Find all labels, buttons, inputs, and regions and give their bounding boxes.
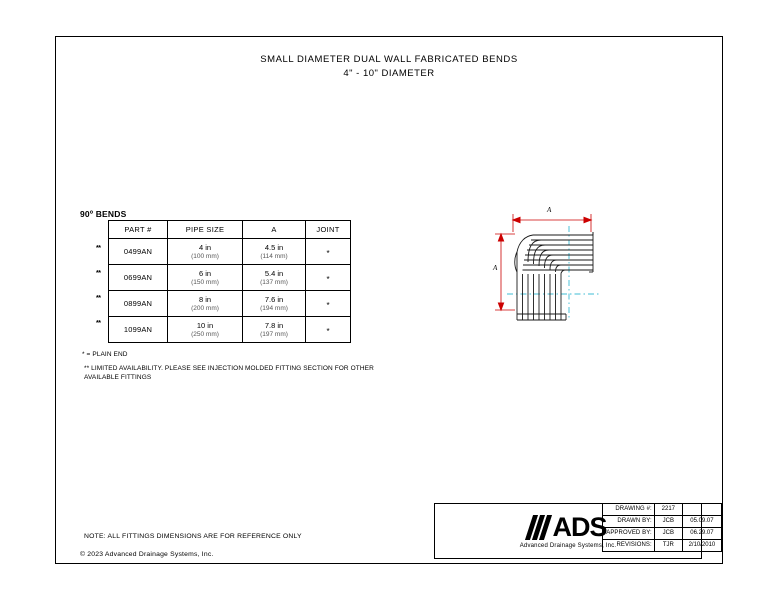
pipe-size-mm: (200 mm)	[191, 304, 219, 312]
bend-body	[515, 232, 593, 320]
cell-joint	[306, 317, 351, 343]
revision-value-1: JCB	[654, 528, 682, 540]
cell-part-number	[109, 265, 168, 291]
header-part: PART #	[109, 221, 168, 239]
logo-subtitle: Advanced Drainage Systems, Inc.	[519, 542, 617, 549]
pipe-size-in: 8 in	[198, 294, 212, 304]
revision-value-1: TJR	[654, 540, 682, 552]
part-number-value: 0899AN	[123, 299, 153, 308]
pipe-size-in: 10 in	[196, 320, 214, 330]
pipe-size-mm: (100 mm)	[191, 252, 219, 260]
dim-label-vertical: A	[493, 264, 498, 272]
title-line-1: SMALL DIAMETER DUAL WALL FABRICATED BENDS	[260, 54, 518, 65]
row-flag-2: **	[96, 270, 101, 277]
slash-icon	[529, 515, 550, 540]
dim-a-mm: (137 mm)	[260, 278, 288, 286]
cell-joint	[306, 239, 351, 265]
revision-label: REVISIONS:	[603, 540, 655, 552]
cell-part-number	[109, 317, 168, 343]
part-number-value: 1099AN	[123, 325, 153, 334]
revision-row	[603, 540, 722, 552]
footnote-plain-end: * = PLAIN END	[82, 351, 128, 358]
joint-value: *	[326, 300, 330, 310]
joint-value: *	[326, 326, 330, 336]
revision-row	[603, 528, 722, 540]
drawing-sheet	[55, 36, 723, 564]
dim-a-in: 5.4 in	[264, 268, 284, 278]
revision-value-1: JCB	[654, 516, 682, 528]
cell-dim-a	[243, 291, 306, 317]
cell-pipe-size	[168, 317, 243, 343]
row-flag-4: **	[96, 320, 101, 327]
joint-value: *	[326, 274, 330, 284]
pipe-size-in: 4 in	[198, 242, 212, 252]
logo-wrap	[529, 511, 607, 542]
header-pipe-size: PIPE SIZE	[168, 221, 243, 239]
row-flag-3: **	[96, 295, 101, 302]
fittings-spec-table	[108, 220, 351, 343]
dim-a-in: 7.6 in	[264, 294, 284, 304]
revision-label: APPROVED BY:	[603, 528, 655, 540]
dim-a-mm: (194 mm)	[260, 304, 288, 312]
pipe-size-mm: (150 mm)	[191, 278, 219, 286]
cell-dim-a	[243, 239, 306, 265]
footnote-limited-availability: ** LIMITED AVAILABILITY. PLEASE SEE INJECTION MOLDED FITTING SECTION FOR OTHER AVAILABLE FITTINGS	[84, 365, 374, 381]
cell-pipe-size	[168, 291, 243, 317]
dim-label-horizontal: A	[547, 206, 552, 214]
part-number-value: 0699AN	[123, 273, 153, 282]
row-flag-1: **	[96, 245, 101, 252]
revision-value-2: 06.29.07	[682, 528, 721, 540]
table-row	[109, 317, 351, 343]
header-joint: JOINT	[306, 221, 351, 239]
pipe-size-mm: (250 mm)	[191, 330, 219, 338]
header-a: A	[243, 221, 306, 239]
revision-row	[603, 516, 722, 528]
bend-drawing-svg	[481, 202, 671, 362]
dimension-vertical	[495, 234, 515, 310]
cell-part-number	[109, 239, 168, 265]
section-label-90-bends: 90º BENDS	[80, 209, 127, 219]
cell-part-number	[109, 291, 168, 317]
cell-pipe-size	[168, 265, 243, 291]
page-title	[56, 53, 722, 81]
table-row	[109, 291, 351, 317]
cell-dim-a	[243, 317, 306, 343]
revision-row	[603, 504, 722, 516]
dim-a-mm: (114 mm)	[260, 252, 288, 260]
copyright-notice: © 2023 Advanced Drainage Systems, Inc.	[80, 551, 214, 558]
revision-value-2: 2/10/2010	[682, 540, 721, 552]
dimension-horizontal	[513, 214, 591, 232]
joint-value: *	[326, 248, 330, 258]
pipe-size-in: 6 in	[198, 268, 212, 278]
cell-joint	[306, 265, 351, 291]
revision-label: DRAWN BY:	[603, 516, 655, 528]
dim-a-in: 7.8 in	[264, 320, 284, 330]
revision-value-2	[682, 504, 721, 516]
table-row	[109, 265, 351, 291]
revision-block	[602, 503, 722, 552]
revision-label: DRAWING #:	[603, 504, 655, 516]
logo-text: ADS	[552, 511, 607, 542]
note-reference-only: NOTE: ALL FITTINGS DIMENSIONS ARE FOR REFERENCE ONLY	[84, 533, 302, 540]
revision-value-1: 2217	[654, 504, 682, 516]
table-header-row	[109, 221, 351, 239]
part-number-value: 0499AN	[123, 247, 153, 256]
cell-joint	[306, 291, 351, 317]
revision-value-2: 05.09.07	[682, 516, 721, 528]
dim-a-mm: (197 mm)	[260, 330, 288, 338]
title-line-2: 4" - 10" DIAMETER	[343, 68, 435, 79]
fitting-drawing	[481, 202, 671, 362]
cell-pipe-size	[168, 239, 243, 265]
cell-dim-a	[243, 265, 306, 291]
table-row	[109, 239, 351, 265]
dim-a-in: 4.5 in	[264, 242, 284, 252]
